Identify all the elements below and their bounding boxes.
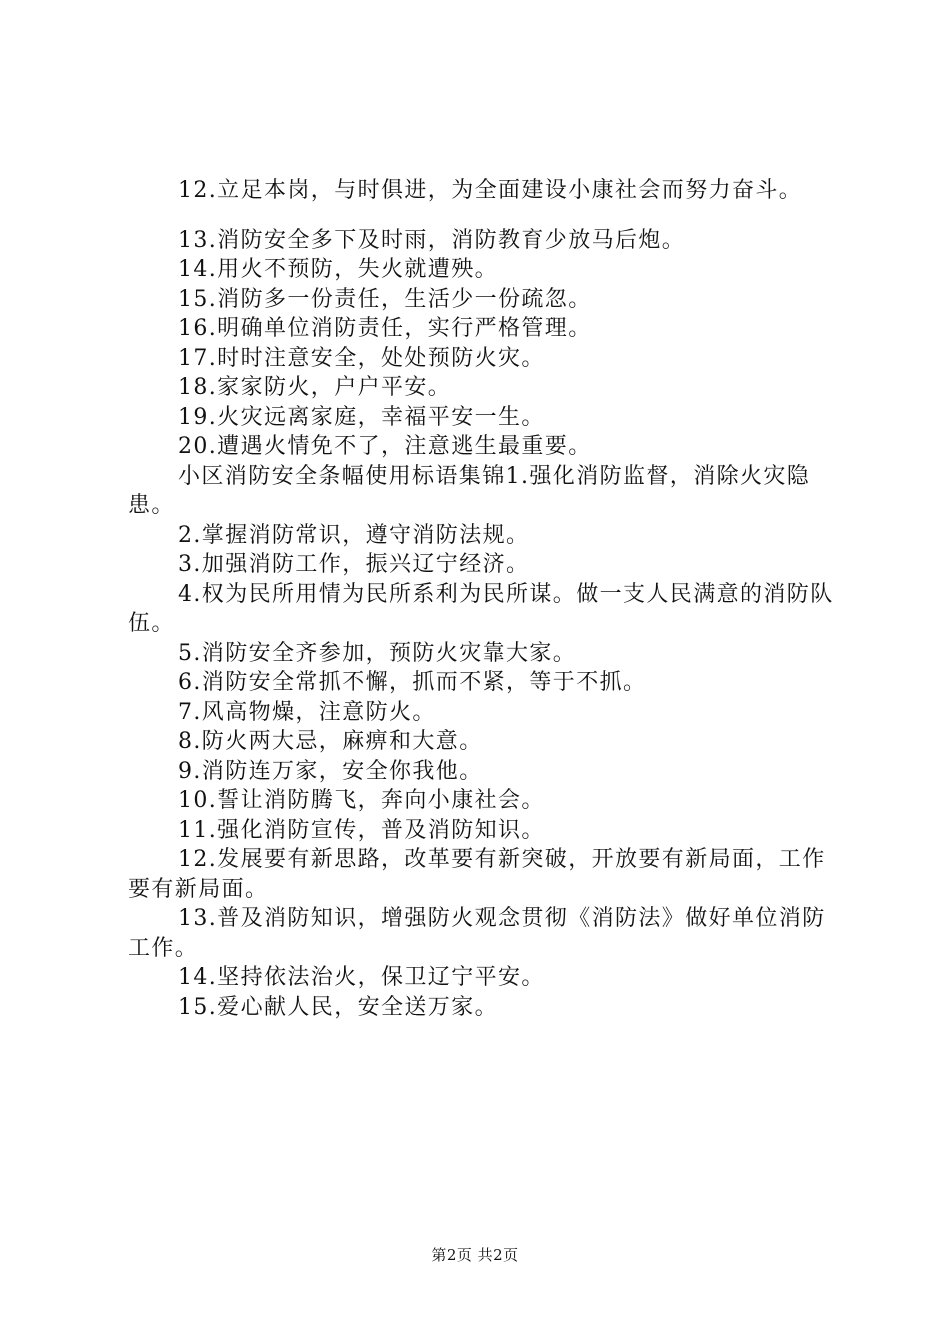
paragraph: 13.消防安全多下及时雨，消防教育少放马后炮。 <box>178 227 686 253</box>
paragraph: 6.消防安全常抓不懈，抓而不紧，等于不抓。 <box>178 670 647 695</box>
paragraph: 15.爱心献人民，安全送万家。 <box>178 994 498 1020</box>
paragraph: 10.誓让消防腾飞，奔向小康社会。 <box>178 788 545 813</box>
paragraph: 9.消防连万家，安全你我他。 <box>178 758 483 784</box>
paragraph: 5.消防安全齐参加，预防火灾靠大家。 <box>178 640 577 666</box>
paragraph: 18.家家防火，户户平安。 <box>178 375 452 400</box>
document-body <box>128 176 848 1022</box>
paragraph: 17.时时注意安全，处处预防火灾。 <box>178 345 545 371</box>
paragraph: 2.掌握消防常识，遵守消防法规。 <box>178 522 530 548</box>
paragraph: 13.普及消防知识，增强防火观念贯彻《消防法》做好单位消防工作。 <box>128 906 826 961</box>
paragraph: 16.明确单位消防责任，实行严格管理。 <box>178 316 592 341</box>
paragraph: 12.立足本岗，与时俱进，为全面建设小康社会而努力奋斗。 <box>178 178 803 203</box>
paragraph: 8.防火两大忌，麻痹和大意。 <box>178 729 483 754</box>
paragraph: 4.权为民所用情为民所系利为民所谋。做一支人民满意的消防队伍。 <box>128 581 834 636</box>
paragraph: 19.火灾远离家庭，幸福平安一生。 <box>178 404 545 430</box>
paragraph: 7.风高物燥，注意防火。 <box>178 699 436 725</box>
paragraph: 20.遭遇火情免不了，注意逃生最重要。 <box>178 434 592 459</box>
paragraph: 3.加强消防工作，振兴辽宁经济。 <box>178 552 530 577</box>
paragraph: 15.消防多一份责任，生活少一份疏忽。 <box>178 286 592 312</box>
paragraph: 11.强化消防宣传，普及消防知识。 <box>178 817 545 843</box>
paragraph: 14.坚持依法治火，保卫辽宁平安。 <box>178 965 545 990</box>
paragraph: 12.发展要有新思路，改革要有新突破，开放要有新局面，工作要有新局面。 <box>128 847 826 902</box>
page-number-footer: 第2页 共2页 <box>431 1246 519 1264</box>
paragraph: 14.用火不预防，失火就遭殃。 <box>178 257 498 282</box>
paragraph: 小区消防安全条幅使用标语集锦1.强化消防监督，消除火灾隐患。 <box>128 463 811 518</box>
